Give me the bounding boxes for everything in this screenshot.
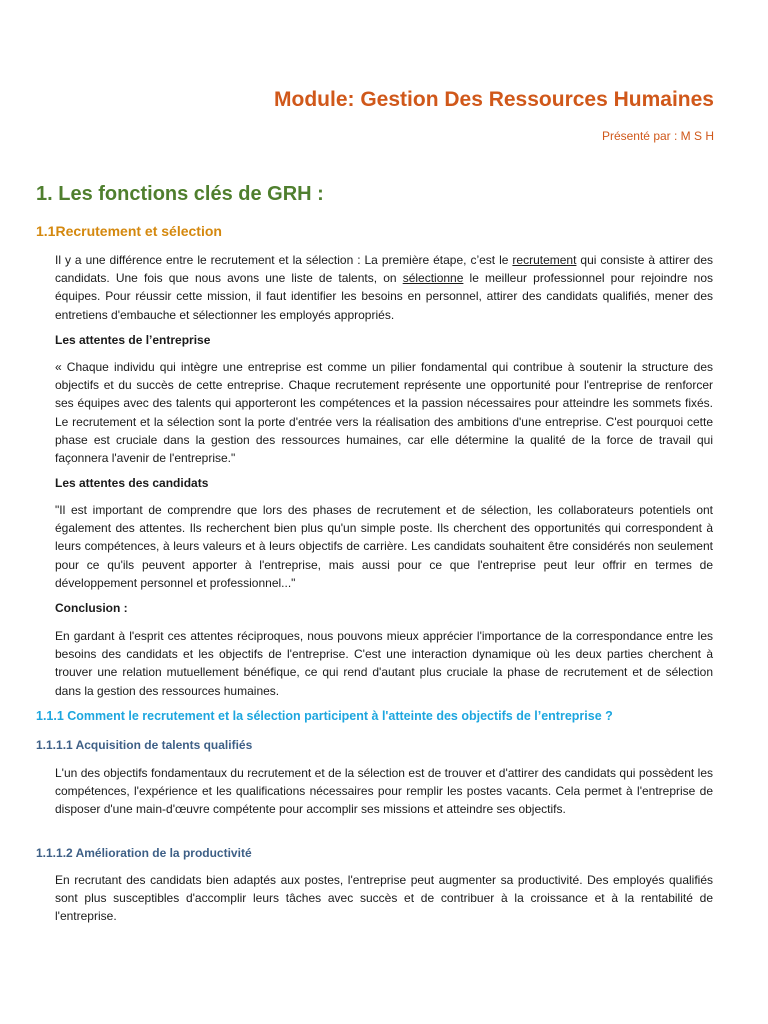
conclusion-paragraph: En gardant à l'esprit ces attentes réciproques, nous pouvons mieux apprécier l'importance de la correspondance entre les besoins des candidats et les objectifs de l'entreprise. C'est une interaction dynamique où les deux parties cherchent à trouver une relation mutuellement bénéfique, ce qui rend d'autant plus cruciale la phase de recrutement et de sélection dans la gestion des ressources humaines. [55,629,713,698]
term-selectionne: sélectionne [402,271,464,286]
conclusion-heading: Conclusion : [55,601,128,615]
item-1-1-1-1-paragraph: L'un des objectifs fondamentaux du recrutement et de la sélection est de trouver et d'attirer des candidats qui possèdent les compétences, l'expérience et les qualifications nécessaires pour remplir les postes vacants. Cela permet à l'entreprise de disposer d'une main-d'œuvre compétente pour accomplir ses missions et atteindre ses objectifs. [55,766,713,817]
intro-paragraph [55,251,713,324]
item-1-1-1-2-heading: 1.1.1.2 Amélioration de la productivité [36,846,252,860]
subsection-1-1-1-heading: 1.1.1 Comment le recrutement et la sélection participent à l'atteinte des objectifs de l’entreprise ? [36,709,613,723]
presenter-line: Présenté par : M S H [601,129,714,143]
company-expectations-heading: Les attentes de l’entreprise [55,333,211,347]
company-expectations-paragraph: « Chaque individu qui intègre une entreprise est comme un pilier fondamental qui contribue à soutenir la structure des objectifs et du succès de cette entreprise. Chaque recrutement représente une opportunité pour l'entreprise de renforcer ses équipes avec des talents qui apporteront les compétences et la passion nécessaires pour atteindre les sommets fixés. Le recrutement et la sélection sont la porte d'entrée vers la réalisation des ambitions d'une entreprise. C'est pourquoi cette phase est cruciale dans la gestion des ressources humaines, car elle détermine la qualité de la force de travail qui façonnera l'avenir de l'entreprise." [55,360,713,466]
term-recrutement: recrutement [512,253,577,267]
candidate-expectations-paragraph: "Il est important de comprendre que lors des phases de recrutement et de sélection, les collaborateurs potentiels ont également des attentes. Ils recherchent bien plus qu'un simple poste. Ils cherchent des opportunités qui correspondent à leurs compétences, à leurs valeurs et à leurs objectifs de carrière. Les candidats souhaitent être considérés non seulement pour ce qu'ils peuvent apporter à l'entreprise, mais aussi pour ce que l'entreprise peut leur offrir en termes de développement personnel et professionnel..." [55,503,713,590]
section-heading: 1. Les fonctions clés de GRH : [36,183,324,205]
candidate-expectations-heading: Les attentes des candidats [55,476,209,490]
intro-text-1: Il y a une différence entre le recrutement et la sélection : La première étape, c’est le [55,253,513,267]
item-1-1-1-1-heading: 1.1.1.1 Acquisition de talents qualifiés [36,738,253,752]
intro-text-2: qui consiste à attirer des candidats. Une fois que nous avons une liste de talents, on [55,253,713,286]
intro-text-3: le meilleur professionnel pour rejoindre nos équipes. Pour réussir cette mission, il faut identifier les besoins en personnel, attirer des candidats qualifiés, mener des entretiens d'embauche et sélectionner les employés appropriés. [55,271,714,322]
subsection-heading: 1.1Recrutement et sélection [36,223,222,239]
item-1-1-1-2-paragraph: En recrutant des candidats bien adaptés aux postes, l'entreprise peut augmenter sa productivité. Des employés qualifiés sont plus susceptibles d'accomplir leurs tâches avec succès et de contribuer à la croissance et à la rentabilité de l'entreprise. [55,873,713,924]
document-title: Module: Gestion Des Ressources Humaines [274,88,714,111]
